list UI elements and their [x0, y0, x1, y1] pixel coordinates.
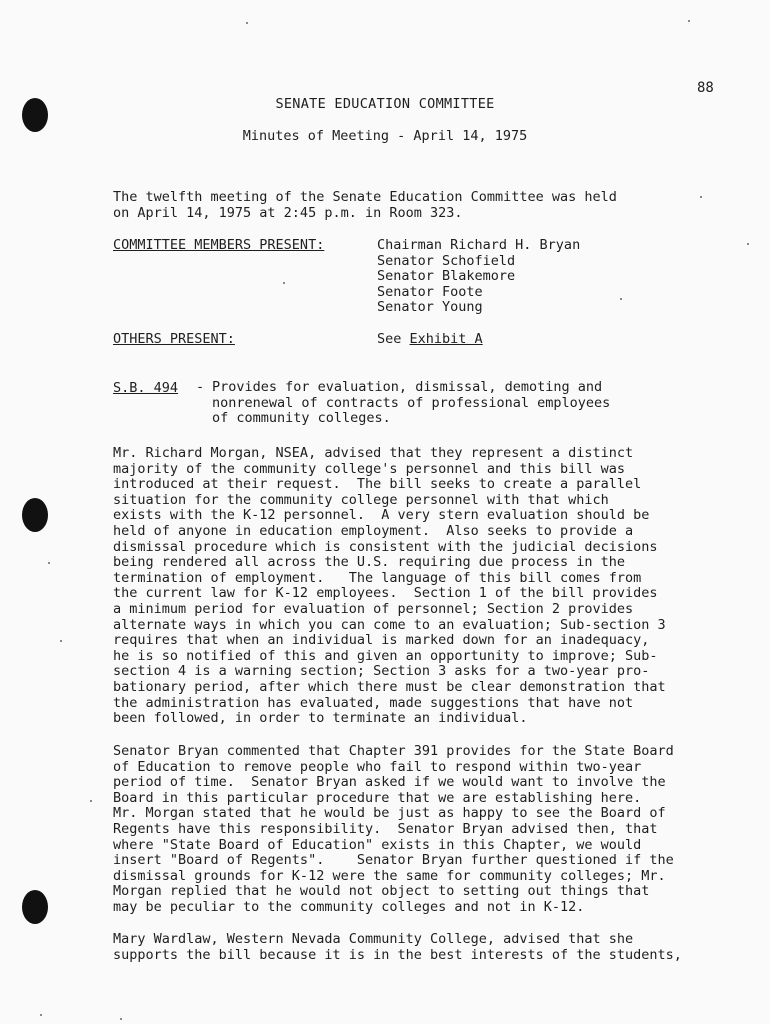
document-title: SENATE EDUCATION COMMITTEE: [275, 96, 495, 112]
punch-hole: [22, 498, 48, 532]
bill-description: Provides for evaluation, dismissal, demoting and nonrenewal of contracts of professional employees of community colleges.: [212, 379, 611, 427]
punch-hole: [22, 890, 48, 924]
page-number: 88: [697, 80, 714, 96]
discussion-paragraph: Senator Bryan commented that Chapter 391 provides for the State Board of Education to remove people who fail to respond within two-year period of time. Senator Bryan asked if we would want to involve the Board in this particular procedure that we are establishing here. Mr. Morgan stated that he would be just as happy to see the Board of Regents have this responsibility. Senator Bryan advised then, that where "State Board of Education" exists in this Chapter, we would insert "Board of Regents". Senator Bryan further questioned if the dismissal grounds for K-12 were the same for community colleges; Mr. Morgan replied that he would not object to setting out things that may be peculiar to the community colleges and not in K-12.: [113, 743, 674, 915]
document-subtitle: Minutes of Meeting - April 14, 1975: [242, 128, 528, 144]
members-list: [377, 238, 580, 316]
members-present-label: COMMITTEE MEMBERS PRESENT:: [113, 237, 325, 253]
member-item: Senator Foote: [377, 283, 483, 300]
member-item: Senator Schofield: [377, 252, 516, 269]
others-present-label: OTHERS PRESENT:: [113, 331, 235, 347]
member-item: Chairman Richard H. Bryan: [377, 237, 581, 253]
testimony-paragraph: Mr. Richard Morgan, NSEA, advised that they represent a distinct majority of the community college's personnel and this bill was introduced at their request. The bill seeks to create a parallel situation for the community college personnel with that which exists with the K-12 personnel. A very stern evaluation should be held of anyone in education employment. Also seeks to provide a dismissal procedure which is consistent with the judicial decisions being rendered all across the U.S. requiring due process in the termination of employment. The language of this bill comes from the current law for K-12 employees. Section 1 of the bill provides a minimum period for evaluation of personnel; Section 2 provides alternate ways in which you can come to an evaluation; Sub-section 3 requires that when an individual is marked down for an inadequacy, he is so notified of this and given an opportunity to improve; Sub- section 4 is a warning section; Section 3 asks for a two-year pro- bationary period, after which there must be clear demonstration that the administration has evaluated, made suggestions that have not been followed, in order to terminate an individual.: [113, 445, 666, 727]
member-item: Senator Young: [377, 299, 483, 316]
others-present-value: See Exhibit A: [377, 331, 483, 347]
member-item: Senator Blakemore: [377, 268, 516, 285]
bill-dash: -: [196, 379, 205, 395]
bill-id: S.B. 494: [113, 380, 179, 396]
intro-paragraph: The twelfth meeting of the Senate Education Committee was held on April 14, 1975 at 2:45 p.m. in Room 323.: [113, 189, 617, 221]
wardlaw-paragraph: Mary Wardlaw, Western Nevada Community College, advised that she supports the bill because it is in the best interests of the students,: [113, 931, 682, 963]
exhibit-reference: Exhibit A: [409, 331, 483, 347]
